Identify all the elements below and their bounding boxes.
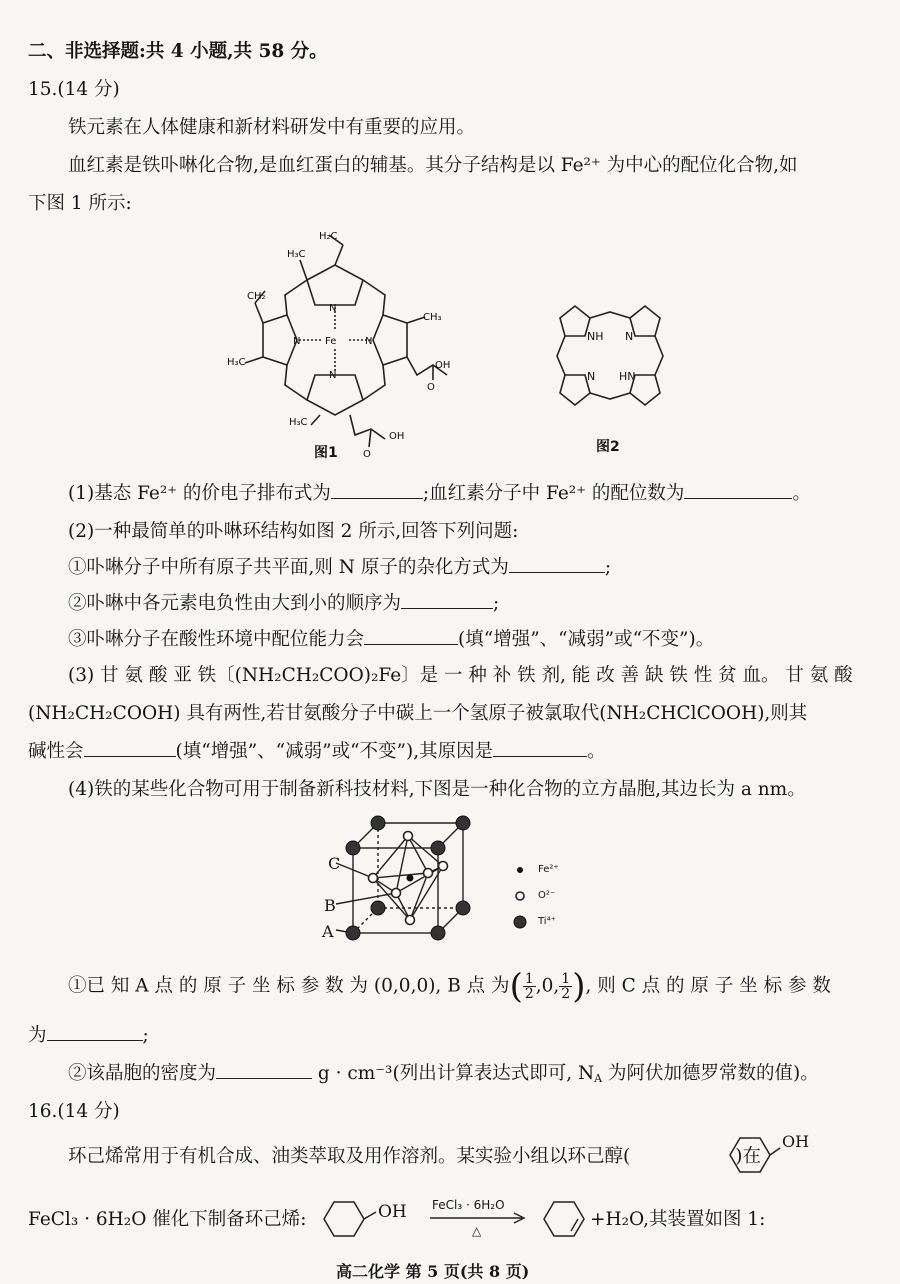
answer-blank[interactable]	[47, 1024, 143, 1041]
q15-header: 15.(14 分)	[28, 79, 120, 100]
crystal-unit-cell-diagram	[318, 808, 488, 948]
legend-ti: Ti⁴⁺	[538, 916, 556, 927]
q15-part2-3: ③卟啉分子在酸性环境中配位能力会 (填“增强”、“减弱”或“不变”)。	[68, 629, 715, 650]
svg-text:N: N	[293, 336, 301, 347]
svg-text:N: N	[329, 370, 337, 381]
answer-blank[interactable]	[84, 740, 176, 757]
q15-intro3: 下图 1 所示:	[28, 193, 132, 214]
svg-text:N: N	[625, 330, 634, 343]
arrow-catalyst-label: FeCl₃ · 6H₂O	[432, 1198, 505, 1212]
crystal-label-b: B	[324, 896, 336, 915]
q15-intro1: 铁元素在人体健康和新材料研发中有重要的应用。	[68, 117, 476, 138]
q15-part4-2: ②该晶胞的密度为 g · cm⁻³(列出计算表达式即可, $N_A$ 为阿伏加德罗常数的值)。	[68, 1063, 819, 1085]
q15-part3-line1: (3) 甘 氨 酸 亚 铁〔(NH₂CH₂COO)₂Fe〕是 一 种 补 铁 剂, 能 改 善 缺 铁 性 贫 血。 甘 氨 酸	[68, 665, 853, 686]
crystal-label-c: C	[328, 854, 341, 873]
svg-text:Fe: Fe	[325, 336, 337, 347]
q15-part2: (2)一种最简单的卟啉环结构如图 2 所示,回答下列问题:	[68, 521, 519, 542]
svg-text:H₃C: H₃C	[227, 357, 246, 368]
svg-text:O: O	[427, 382, 435, 393]
svg-text:OH: OH	[389, 431, 405, 442]
q15-part4: (4)铁的某些化合物可用于制备新科技材料,下图是一种化合物的立方晶胞,其边长为 a nm。	[68, 779, 806, 800]
reactant-oh-label: OH	[378, 1202, 407, 1222]
svg-text:O: O	[363, 449, 371, 460]
q16-line2-start: FeCl₃ · 6H₂O 催化下制备环己烯:	[28, 1209, 307, 1230]
q15-part1: (1)基态 Fe²⁺ 的价电子排布式为 ;血红素分子中 Fe²⁺ 的配位数为 。	[68, 483, 811, 504]
fig1-label: H₂C	[319, 231, 338, 242]
q15-part3-line2: (NH₂CH₂COOH) 具有两性,若甘氨酸分子中碳上一个氢原子被氯取代(NH₂CHClCOOH),则其	[28, 703, 808, 724]
figure-2-porphyrin-structure	[545, 298, 675, 413]
q16-line2-end: +H₂O,其装置如图 1:	[590, 1209, 766, 1230]
figure-1-heme-structure	[225, 225, 451, 460]
answer-blank[interactable]	[493, 740, 587, 757]
answer-blank[interactable]	[364, 628, 458, 645]
legend-markers	[510, 860, 530, 930]
q15-part4-1: ①已 知 A 点 的 原 子 坐 标 参 数 为 (0,0,0), B 点 为( $\frac{1}{2}$ ,0, $\frac{1}{2}$ ), 则 C 点 的 原 子 坐 标 参 数	[68, 966, 831, 1007]
q15-part3-line3: 碱性会 (填“增强”、“减弱”或“不变”),其原因是 。	[28, 741, 606, 762]
svg-text:HN: HN	[619, 370, 636, 383]
page-footer: 高二化学 第 5 页(共 8 页)	[336, 1262, 530, 1281]
answer-blank[interactable]	[401, 592, 493, 609]
q16-header: 16.(14 分)	[28, 1101, 120, 1122]
svg-text:OH: OH	[435, 360, 451, 371]
q15-part4-1-cont: 为 ;	[28, 1025, 149, 1046]
figure-1-caption: 图1	[314, 445, 338, 461]
svg-text:CH₂: CH₂	[247, 291, 266, 302]
svg-text:NH: NH	[587, 330, 604, 343]
answer-blank[interactable]	[216, 1062, 312, 1079]
svg-text:H₃C: H₃C	[287, 249, 306, 260]
svg-text:N: N	[329, 303, 337, 314]
reactant-cyclohexanol-icon	[318, 1195, 378, 1243]
svg-text:N: N	[587, 370, 596, 383]
q15-part2-1: ①卟啉分子中所有原子共平面,则 N 原子的杂化方式为 ;	[68, 557, 612, 578]
answer-blank[interactable]	[684, 482, 792, 499]
svg-text:H₃C: H₃C	[289, 417, 308, 428]
svg-text:CH₃: CH₃	[423, 312, 442, 323]
q15-intro2: 血红素是铁卟啉化合物,是血红蛋白的辅基。其分子结构是以 Fe²⁺ 为中心的配位化合物,如	[68, 155, 798, 176]
svg-text:N: N	[365, 336, 373, 347]
q15-part2-2: ②卟啉中各元素电负性由大到小的顺序为 ;	[68, 593, 500, 614]
section-title: 二、非选择题:共 4 小题,共 58 分。	[28, 41, 328, 62]
product-cyclohexene-icon	[538, 1195, 588, 1243]
legend-fe: Fe²⁺	[538, 864, 559, 875]
crystal-label-a: A	[322, 922, 334, 941]
q16-line1: 环己烯常用于有机合成、油类萃取及用作溶剂。某实验小组以环己醇( )在	[68, 1146, 761, 1167]
answer-blank[interactable]	[331, 482, 423, 499]
legend-o: O²⁻	[538, 890, 556, 901]
reaction-arrow-icon	[428, 1212, 528, 1224]
figure-2-caption: 图2	[596, 439, 620, 455]
arrow-heat-label: △	[472, 1224, 482, 1238]
cyclohexanol-oh-label: OH	[782, 1132, 810, 1151]
answer-blank[interactable]	[509, 556, 605, 573]
